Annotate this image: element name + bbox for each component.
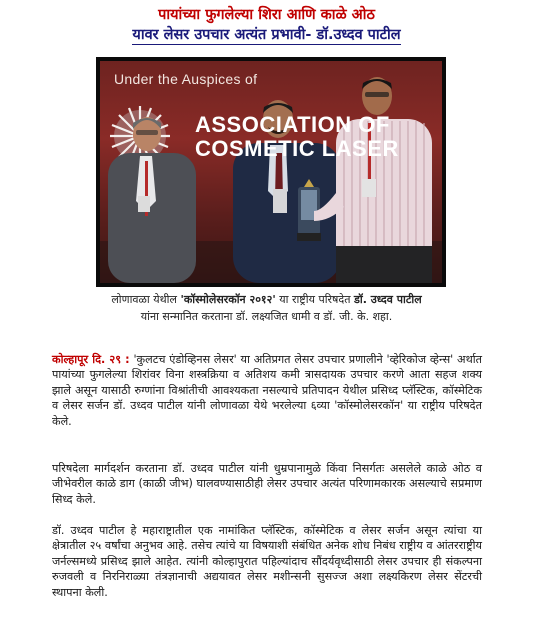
headline-line-1: पायांच्या फुगलेल्या शिरा आणि काळे ओठ (158, 7, 375, 23)
article-paragraph-3: डॉ. उध्दव पाटील हे महाराष्ट्रातील एक नामांकित प्लॅस्टिक, कॉस्मेटिक व लेसर सर्जन असून त्यांचा या क्षेत्रातील २५ वर्षांचा अनुभव आहे. तसेच त्यांचे या विषयाशी संबंधित अनेक शोध निबंध राष्ट्रीय व आंतरराष्ट्रीय जर्नल्समध्ये प्रसिध्द झाले आहेत. त्यांनी कोल्हापुरात पहिल्यांदाच सौंदर्यवृध्दीसाठी लेसर उपचार ही संकल्पना रुजवली व निरनिराळ्या तंत्रज्ञानाची अद्ययावत लेसर मशीन्सनी सुसज्ज अशा लक्ष्यकिरण लेसर सेंटरची स्थापना केली. (52, 524, 482, 599)
article-dateline: कोल्हापूर दि. २९ : (52, 353, 130, 366)
headline-line-2 (0, 26, 533, 44)
caption-event: 'कॉस्मोलेसरकॉन २०१२' (180, 293, 276, 306)
award-photo (100, 61, 442, 283)
photo-scene (100, 61, 442, 283)
article-paragraph-2: परिषदेला मार्गदर्शन करताना डॉ. उध्दव पाटील यांनी धुम्रपानामुळे किंवा निसर्गतः असलेले काळे ओठ व जीभेवरील काळे डाग (काळी जीभ) घालवण्यासाठीही लेसर उपचार अत्यंत परिणामकारक असल्याचे सप्रमाण सिध्द केले. (52, 462, 482, 506)
headline-line-2-text: यावर लेसर उपचार अत्यंत प्रभावी- डॉ.उध्दव पाटील (132, 27, 401, 43)
caption-mid: या राष्ट्रीय परिषदेत (279, 293, 351, 306)
article-paragraph-1-text: 'कुलटच एंडोव्हिनस लेसर' या अतिप्रगत लेसर उपचार प्रणालीने 'व्हेरिकोज व्हेन्स' अर्थात पायांच्या फुगलेल्या शिरांवर विना शस्त्रक्रिया व अतिशय कमी त्रासदायक उपचार करणे आता सहज शक्य झाले असून यासाठी रुग्णांना विश्रांतीची आवश्यकता नसल्याचे प्रतिपादन येथील प्रसिध्द प्लॅस्टिक, कॉस्मेटिक व लेसर सर्जन डॉ. उध्दव पाटील यांनी लोणावळा येथे भरलेल्या ६व्या 'कॉस्मोलेसरकॉन' या राष्ट्रीय परिषदेत केले. (52, 353, 482, 428)
photo-frame (96, 57, 446, 287)
banner-auspices: Under the Auspices of (114, 71, 258, 87)
article-paragraph-1 (52, 352, 482, 429)
trophy (297, 179, 321, 241)
photo-caption-line-2: यांना सन्मानित करताना डॉ. लक्ष्यजित धामी व डॉ. जी. के. शहा. (140, 310, 393, 323)
banner-org-line-1: ASSOCIATION OF (195, 112, 390, 137)
banner-org-line-2: COSMETIC LASER (195, 136, 399, 161)
caption-prefix: लोणावळा येथील (111, 293, 177, 306)
banner-organization (195, 113, 399, 161)
caption-honoree: डॉ. उध्दव पाटील (354, 293, 422, 306)
photo-caption-line-1 (0, 293, 533, 307)
